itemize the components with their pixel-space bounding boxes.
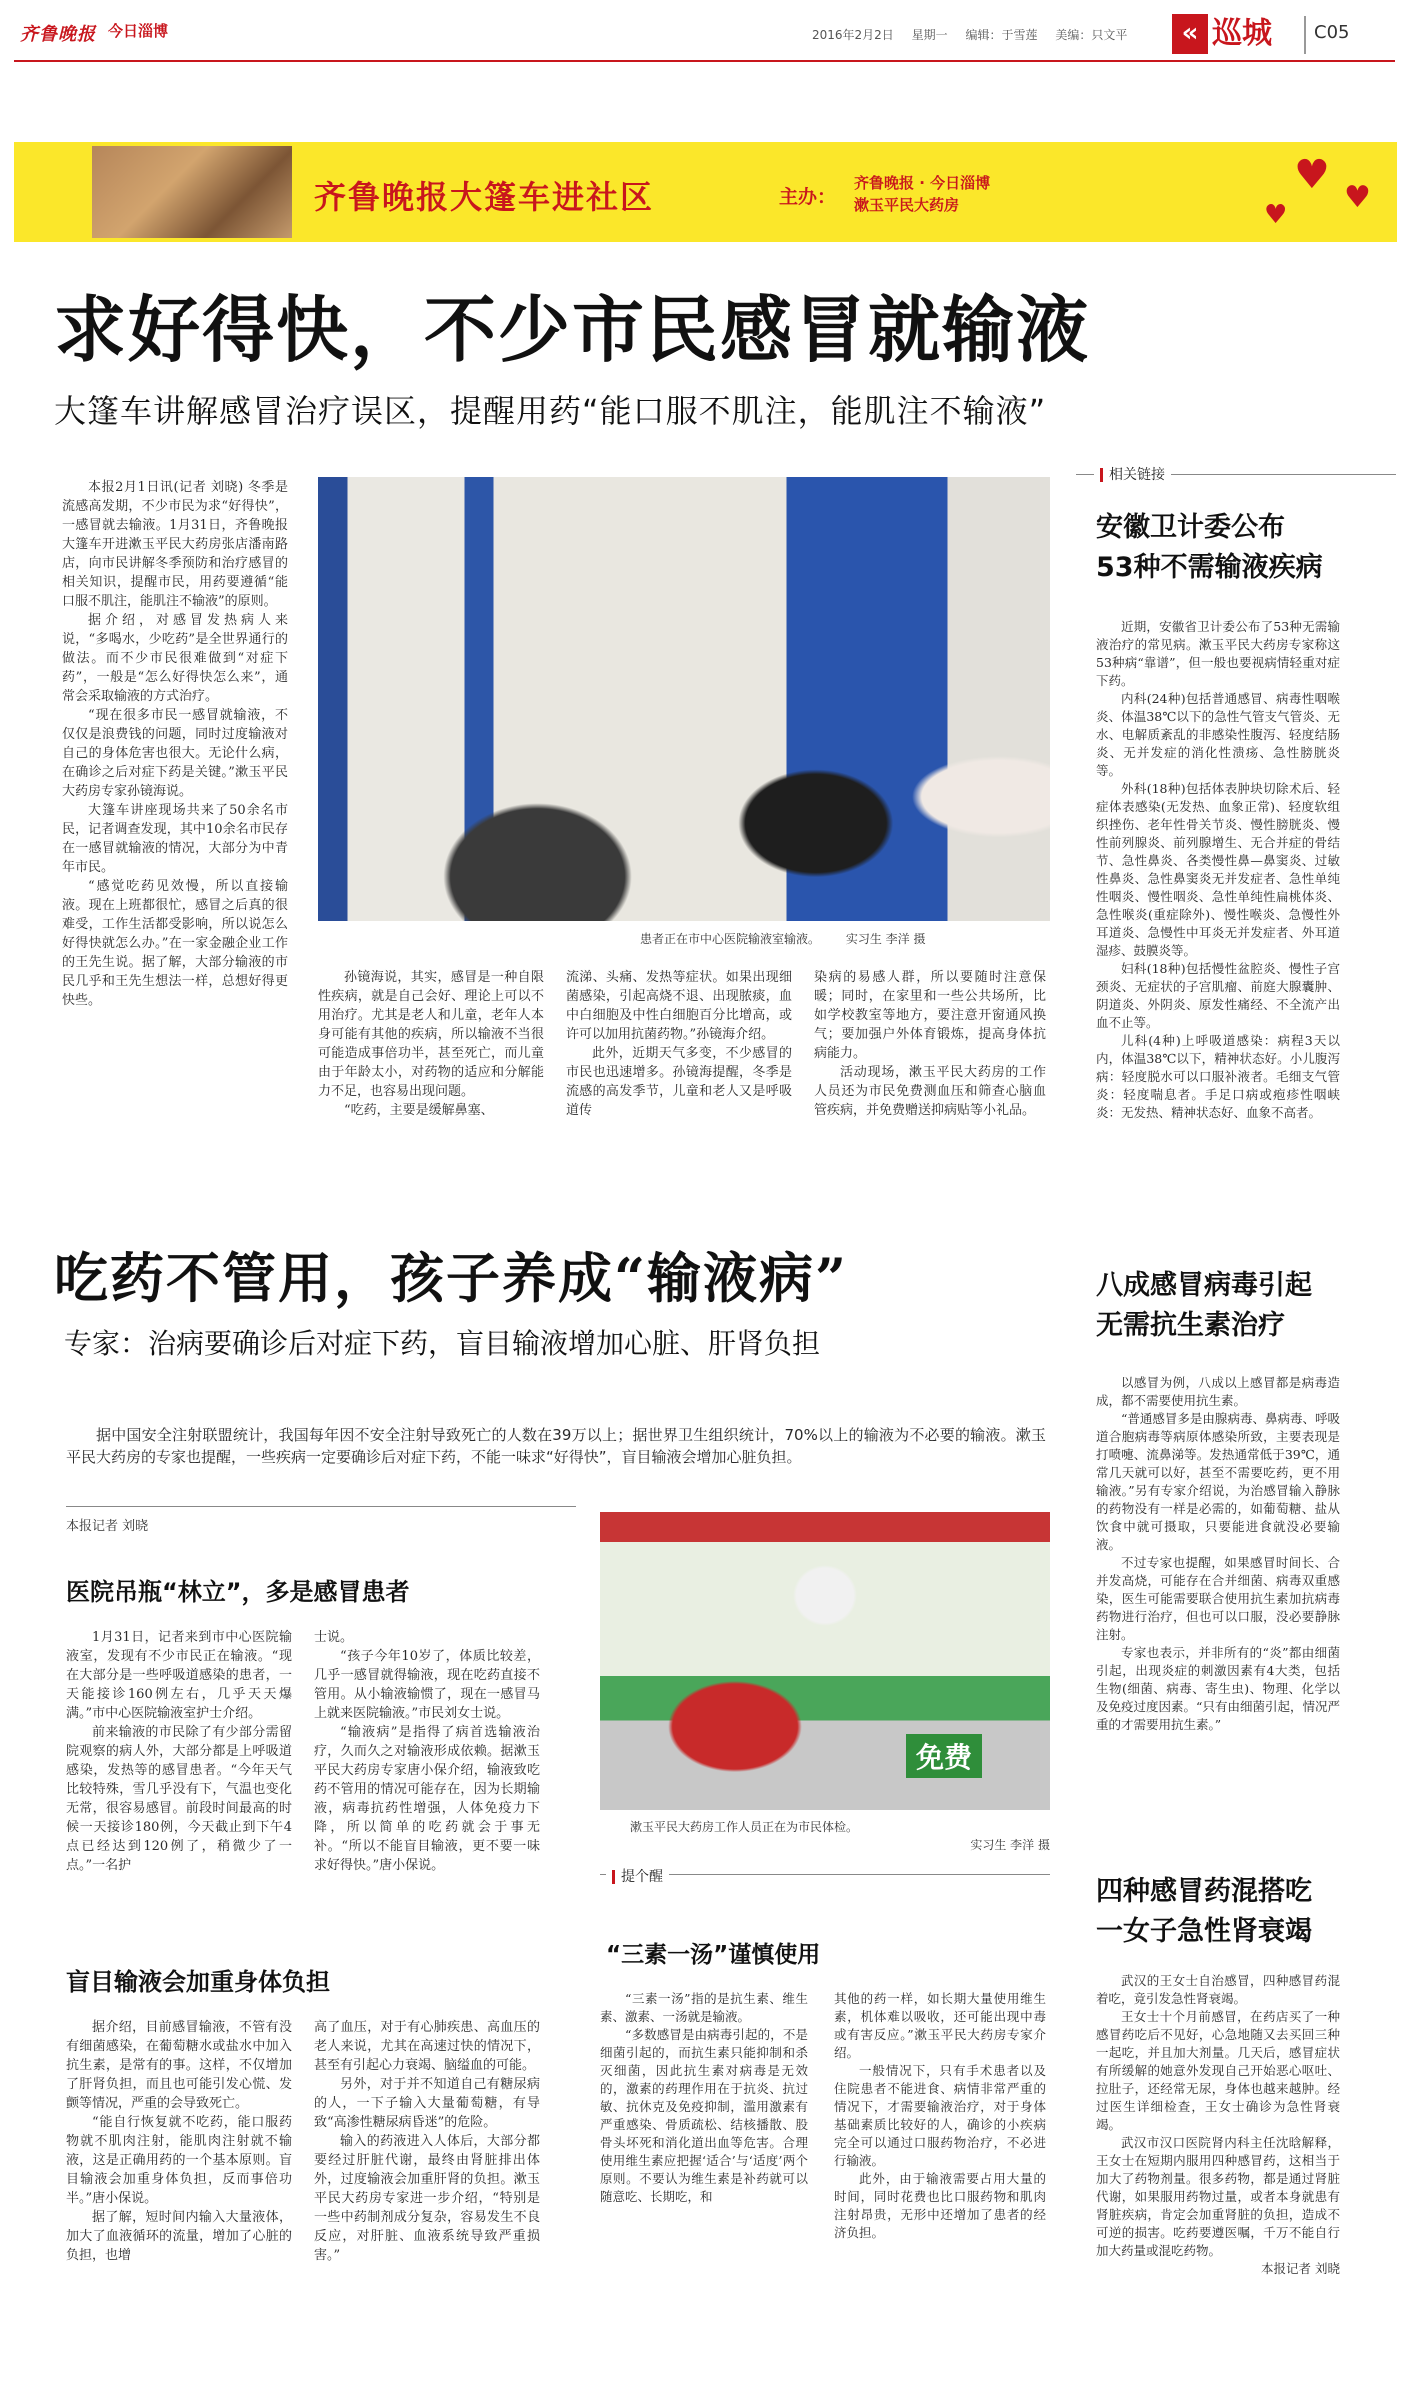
sidebar-story2-title bbox=[1096, 1266, 1312, 1346]
paragraph: “三素一汤”指的是抗生素、维生素、激素、一汤就是输液。 bbox=[600, 1991, 808, 2024]
paragraph: 近期，安徽省卫计委公布了53种无需输液治疗的常见病。漱玉平民大药房专家称这53种病“靠谱”，但一般也要视病情轻重对症下药。 bbox=[1096, 619, 1340, 688]
title-line: 无需抗生素治疗 bbox=[1096, 1310, 1285, 1341]
second-headline: 吃药不管用，孩子养成“输液病” bbox=[54, 1246, 849, 1310]
editor-credit: 编辑：于雪莲 bbox=[965, 28, 1038, 42]
heart-icon: ♥ bbox=[1344, 180, 1371, 215]
photo-credit: 实习生 李洋 摄 bbox=[845, 932, 926, 946]
tag-label: 提个醒 bbox=[621, 1869, 663, 1885]
paragraph: “多数感冒是由病毒引起的，不是细菌引起的，而抗生素只能抑制和杀灭细菌，因此抗生素对病毒是无效的，激素的药理作用在于抗炎、抗过敏、抗休克及免疫抑制，滥用激素有严重感染、骨质疏松、结核播散、股骨头坏死和消化道出血等危害。合理使用维生素应把握‘适合’与‘适度’两个原则。不要认为维生素是补药就可以随意吃、长期吃，和 bbox=[600, 2027, 808, 2204]
sponsor-2: 漱玉平民大药房 bbox=[854, 196, 960, 214]
paragraph: 活动现场，漱玉平民大药房的工作人员还为市民免费测血压和筛查心脑血管疾病，并免费赠送抑病贴等小礼品。 bbox=[814, 1065, 1046, 1118]
heart-icon: ♥ bbox=[1264, 200, 1288, 230]
paragraph: 染病的易感人群，所以要随时注意保暖；同时，在家里和一些公共场所，比如学校教室等地方，要注意开窗通风换气；要加强户外体育锻炼，提高身体抗病能力。 bbox=[814, 970, 1046, 1061]
designer-credit: 美编：只文平 bbox=[1055, 28, 1128, 42]
tip-column-1 bbox=[600, 1990, 808, 2206]
paragraph: 高了血压，对于有心肺疾患、高血压的老人来说，尤其在高速过快的情况下，甚至有引起心力衰竭、脑缢血的可能。 bbox=[314, 2020, 540, 2073]
masthead-divider bbox=[1304, 16, 1306, 54]
event-banner bbox=[14, 142, 1397, 242]
paragraph: “能自行恢复就不吃药，能口服药物就不肌肉注射，能肌肉注射就不输液，这是正确用药的一个基本原则。盲目输液会加重身体负担，反而事倍功半。”唐小保说。 bbox=[66, 2115, 292, 2206]
article1-column-4 bbox=[814, 968, 1046, 1120]
free-sign: 免费 bbox=[906, 1734, 982, 1778]
paragraph: 此外，由于输液需要占用大量的时间，同时花费也比口服药物和肌肉注射昂贵，无形中还增加了患者的经济负担。 bbox=[834, 2171, 1046, 2240]
title-line: 八成感冒病毒引起 bbox=[1096, 1270, 1312, 1301]
paragraph: 内科(24种)包括普通感冒、病毒性咽喉炎、体温38℃以下的急性气管支气管炎、无水、电解质紊乱的非感染性腹泻、轻度结肠炎、无并发症的消化性溃疡、急性膀胱炎等。 bbox=[1096, 691, 1340, 778]
paragraph: 本报2月1日讯(记者 刘晓) 冬季是流感高发期，不少市民为求“好得快”，一感冒就去输液。1月31日，齐鲁晚报大篷车开进漱玉平民大药房张店潘南路店，向市民讲解冬季预防和治疗感冒的相关知识，提醒市民，用药要遵循“能口服不肌注，能肌注不输液”的原则。 bbox=[62, 480, 288, 609]
lead-rule bbox=[66, 1506, 576, 1507]
heart-icon: ♥ bbox=[1294, 152, 1330, 198]
paragraph: 孙镜海说，其实，感冒是一种自限性疾病，就是自己会好、理论上可以不用治疗。尤其是老人和儿童，老年人本身可能有其他的疾病，所以输液不当很可能造成事倍功半，甚至死亡，而儿童由于年龄太小，对药物的适应和分解能力不足，也容易出现问题。 bbox=[318, 970, 544, 1099]
tag-label: 相关链接 bbox=[1109, 467, 1165, 483]
paragraph: 妇科(18种)包括慢性盆腔炎、慢性子宫颈炎、无症状的子宫肌瘤、前庭大腺囊肿、阴道炎、外阴炎、原发性痛经、不全流产出血不止等。 bbox=[1096, 961, 1340, 1030]
photo2-caption bbox=[630, 1818, 1050, 1854]
second-subheadline: 专家：治病要确诊后对症下药，盲目输液增加心脏、肝肾负担 bbox=[64, 1327, 821, 1360]
article1-column-3 bbox=[566, 968, 792, 1120]
paragraph: “感觉吃药见效慢，所以直接输液。现在上班都很忙，感冒之后真的很难受，工作生活都受影响，所以说怎么好得快就怎么办。”在一家金融企业工作的王先生说。据了解，大部分输液的市民几乎和王先生想法一样，总想好得更快些。 bbox=[62, 879, 288, 1008]
issue-weekday: 星期一 bbox=[911, 28, 948, 42]
tip-tag bbox=[606, 1866, 669, 1886]
related-links-tag bbox=[1094, 464, 1171, 484]
paragraph: 1月31日，记者来到市中心医院输液室，发现有不少市民正在输液。“现在大部分是一些呼吸道感染的患者，一天能接诊160例左右，几乎天天爆满。”市中心医院输液室护士介绍。 bbox=[66, 1630, 292, 1721]
sidebar-story3-title bbox=[1096, 1872, 1312, 1952]
paragraph: 大篷车讲座现场共来了50余名市民，记者调查发现，其中10余名市民存在一感冒就输液的情况，大部分为中青年市民。 bbox=[62, 803, 288, 875]
masthead bbox=[14, 14, 1409, 54]
main-subheadline: 大篷车讲解感冒治疗误区，提醒用药“能口服不肌注，能肌注不输液” bbox=[54, 392, 1047, 430]
tag-bar-icon bbox=[1100, 468, 1103, 482]
paragraph: 其他的药一样，如长期大量使用维生素，机体难以吸收，还可能出现中毒或有害反应。”漱玉平民大药房专家介绍。 bbox=[834, 1991, 1046, 2060]
paragraph: 另外，对于并不知道自己有糖尿病的人，一下子输入大量葡萄糖，有导致“高渗性糖尿病昏迷”的危险。 bbox=[314, 2077, 540, 2130]
paragraph: 武汉市汉口医院肾内科主任沈晗解释，王女士在短期内服用四种感冒药，这相当于加大了药物剂量。很多药物，都是通过肾脏代谢，如果服用药物过量，或者本身就患有肾脏疾病，肯定会加重肾脏的负担，造成不可逆的损害。吃药要遵医嘱，千万不能自行加大药量或混吃药物。 bbox=[1096, 2135, 1340, 2258]
title-line: 安徽卫计委公布 bbox=[1096, 512, 1285, 543]
issue-info bbox=[812, 26, 1141, 43]
article2-section1-column-1 bbox=[66, 1628, 292, 1875]
article1-column-1 bbox=[62, 478, 288, 1010]
sidebar-story1-title bbox=[1096, 508, 1323, 588]
edition-name: 今日淄博 bbox=[108, 22, 169, 40]
section2-title: 盲目输液会加重身体负担 bbox=[66, 1968, 330, 1996]
section-chevron-icon: « bbox=[1172, 14, 1208, 54]
paragraph: “输液病”是指得了病首选输液治疗，久而久之对输液形成依赖。据漱玉平民大药房专家唐小保介绍，输液致吃药不管用的情况可能存在，因为长期输液，病毒抗药性增强，人体免疫力下降，所以简单的吃药就会于事无补。“所以不能盲目输液，更不要一味求好得快。”唐小保说。 bbox=[314, 1725, 540, 1873]
paragraph: 据了解，短时间内输入大量液体，加大了血液循环的流量，增加了心脏的负担，也增 bbox=[66, 2210, 292, 2263]
paragraph: “孩子今年10岁了，体质比较差，几乎一感冒就得输液，现在吃药直接不管用。从小输液输惯了，现在一感冒马上就来医院输液。”市民刘女士说。 bbox=[314, 1649, 540, 1721]
title-line: 四种感冒药混搭吃 bbox=[1096, 1876, 1312, 1907]
sidebar-story3-body bbox=[1096, 1972, 1340, 2278]
paragraph: 流涕、头痛、发热等症状。如果出现细菌感染，引起高烧不退、出现脓痰，血中白细胞及中性白细胞百分比增高，或许可以加用抗菌药物。”孙镜海介绍。 bbox=[566, 970, 792, 1042]
banner-title: 齐鲁晚报大篷车进社区 bbox=[314, 178, 655, 216]
infusion-room-photo bbox=[318, 477, 1050, 921]
paragraph: 外科(18种)包括体表肿块切除术后、轻症体表感染(无发热、血象正常)、轻度软组织挫伤、老年性骨关节炎、慢性膀胱炎、慢性前列腺炎、前列腺增生、无合并症的骨结节、急性鼻炎、各类慢性鼻—鼻窦炎、过敏性鼻炎、急性鼻窦炎无并发症者、急性单纯性咽炎、慢性咽炎、急性单纯性扁桃体炎、急性喉炎(重症除外)、慢性喉炎、急慢性外耳道炎、急慢性中耳炎无并发症者、外耳道湿疹、鼓膜炎等。 bbox=[1096, 781, 1340, 958]
paragraph: 前来输液的市民除了有少部分需留院观察的病人外，大部分都是上呼吸道感染，发热等的感冒患者。“今年天气比较特殊，雪几乎没有下，气温也变化无常，很容易感冒。前段时间最高的时候一天接诊180例，今天截止到下午4点已经达到120例了，稍微少了一点。”一名护 bbox=[66, 1725, 292, 1873]
paragraph: 据介绍，对感冒发热病人来说，“多喝水，少吃药”是全世界通行的做法。而不少市民很难做到“对症下药”，一般是“怎么好得快怎么来”，通常会采取输液的方式治疗。 bbox=[62, 613, 288, 704]
masthead-rule bbox=[14, 60, 1395, 62]
paragraph: 据介绍，目前感冒输液，不管有没有细菌感染，在葡萄糖水或盐水中加入抗生素，是常有的事。这样，不仅增加了肝肾负担，而且也可能引发心慌、发颤等情况，严重的会导致死亡。 bbox=[66, 2020, 292, 2111]
title-line: 一女子急性肾衰竭 bbox=[1096, 1916, 1312, 1947]
article2-section2-column-2 bbox=[314, 2018, 540, 2265]
paragraph: 武汉的王女士自治感冒，四种感冒药混着吃，竟引发急性肾衰竭。 bbox=[1096, 1973, 1340, 2006]
paragraph: 此外，近期天气多变，不少感冒的市民也迅速增多。孙镜海提醒，冬季是流感的高发季节，儿童和老人又是呼吸道传 bbox=[566, 1046, 792, 1118]
sidebar-story2-body bbox=[1096, 1374, 1340, 1734]
tip-column-2 bbox=[834, 1990, 1046, 2242]
lead-paragraph: 据中国安全注射联盟统计，我国每年因不安全注射导致死亡的人数在39万以上；据世界卫生组织统计，70%以上的输液为不必要的输液。漱玉平民大药房的专家也提醒，一些疾病一定要确诊后对症下药，不能一味求“好得快”，盲目输液会增加心脏负担。 bbox=[66, 1426, 1046, 1466]
newspaper-logo: 齐鲁晚报 bbox=[20, 24, 96, 45]
photo1-caption bbox=[640, 930, 925, 948]
paragraph: 儿科(4种)上呼吸道感染：病程3天以内，体温38℃以下，精神状态好。小儿腹泻病：轻度脱水可以口服补液者。毛细支气管炎：轻度喘息者。手足口病或疱疹性咽峡炎：无发热、精神状态好、血象不高者。 bbox=[1096, 1033, 1340, 1120]
section1-title: 医院吊瓶“林立”，多是感冒患者 bbox=[66, 1578, 410, 1606]
sponsor-1: 齐鲁晚报 · 今日淄博 bbox=[854, 174, 991, 192]
paragraph: 不过专家也提醒，如果感冒时间长、合并发高烧，可能存在合并细菌、病毒双重感染，医生可能需要联合使用抗生素加抗病毒药物进行治疗，但也可以口服，没必要静脉注射。 bbox=[1096, 1555, 1340, 1642]
byline: 本报记者 刘晓 bbox=[1261, 2261, 1340, 2276]
paragraph: 以感冒为例，八成以上感冒都是病毒造成，都不需要使用抗生素。 bbox=[1096, 1375, 1340, 1408]
pharmacy-checkup-photo bbox=[600, 1512, 1050, 1810]
article1-column-2 bbox=[318, 968, 544, 1120]
caption-text: 患者正在市中心医院输液室输液。 bbox=[640, 932, 821, 946]
section-name: 巡城 bbox=[1212, 16, 1272, 51]
photo-credit: 实习生 李洋 摄 bbox=[970, 1838, 1050, 1852]
paragraph: “吃药，主要是缓解鼻塞、 bbox=[344, 1103, 494, 1118]
paragraph: 专家也表示，并非所有的“炎”都由细菌引起，出现炎症的刺激因素有4大类，包括生物(细菌、病毒、寄生虫)、物理、化学以及免疫过度因素。“只有由细菌引起，情况严重的才需要用抗生素。” bbox=[1096, 1645, 1340, 1732]
paragraph: “现在很多市民一感冒就输液，不仅仅是浪费钱的问题，同时过度输液对自己的身体危害也很大。无论什么病，在确诊之后对症下药是关键。”漱玉平民大药房专家孙镜海说。 bbox=[62, 708, 288, 799]
paragraph: “普通感冒多是由腺病毒、鼻病毒、呼吸道合胞病毒等病原体感染所致，主要表现是打喷嚏、流鼻涕等。发热通常低于39℃，通常几天就可以好，甚至不需要吃药，更不用输液。”另有专家介绍说，为治感冒输入静脉的药物没有一样是必需的，如葡萄糖、盐从饮食中就可摄取，只要能进食就没必要输液。 bbox=[1096, 1411, 1340, 1552]
paragraph: 士说。 bbox=[314, 1630, 354, 1645]
article2-byline: 本报记者 刘晓 bbox=[66, 1519, 149, 1534]
banner-photo bbox=[92, 146, 292, 238]
sponsor-list bbox=[854, 172, 990, 216]
article2-lead bbox=[66, 1424, 1046, 1468]
tip-title: “三素一汤”谨慎使用 bbox=[606, 1942, 821, 1968]
paragraph: 一般情况下，只有手术患者以及住院患者不能进食、病情非常严重的情况下，才需要输液治疗，对于身体基础素质比较好的人，确诊的小疾病完全可以通过口服药物治疗，不必进行输液。 bbox=[834, 2063, 1046, 2168]
article2-section1-column-2 bbox=[314, 1628, 540, 1875]
main-headline: 求好得快，不少市民感冒就输液 bbox=[54, 287, 1091, 372]
paragraph: 输入的药液进入人体后，大部分都要经过肝脏代谢，最终由肾脏排出体外，过度输液会加重肝肾的负担。漱玉平民大药房专家进一步介绍，“特别是一些中药制剂成分复杂，容易发生不良反应，对肝脏、血液系统导致严重损害。” bbox=[314, 2134, 540, 2263]
tag-bar-icon bbox=[612, 1870, 615, 1884]
paragraph: 王女士十个月前感冒，在药店买了一种感冒药吃后不见好，心急地随又去买回三种一起吃，并且加大剂量。几天后，感冒症状有所缓解的她意外发现自己开始恶心呕吐、拉肚子，还经常无尿，身体也越来越肿。经过医生详细检查，王女士确诊为急性肾衰竭。 bbox=[1096, 2009, 1340, 2132]
issue-date: 2016年2月2日 bbox=[812, 28, 894, 42]
page-number: C05 bbox=[1314, 22, 1350, 43]
caption-text: 漱玉平民大药房工作人员正在为市民体检。 bbox=[630, 1820, 859, 1834]
sponsor-label: 主办： bbox=[779, 186, 837, 208]
article2-section2-column-1 bbox=[66, 2018, 292, 2265]
sidebar-story1-body bbox=[1096, 618, 1340, 1122]
title-line: 53种不需输液疾病 bbox=[1096, 552, 1323, 583]
